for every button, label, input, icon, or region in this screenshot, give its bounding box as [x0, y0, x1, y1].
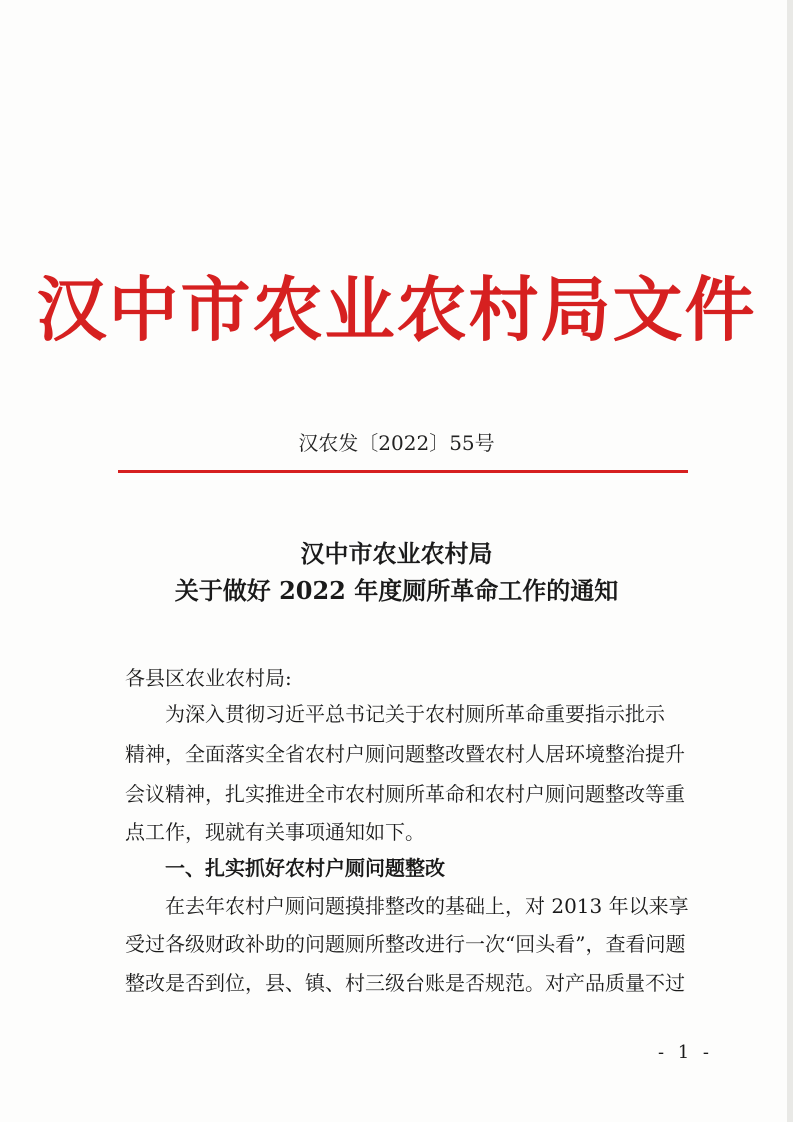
page-number: - 1 -	[657, 1042, 713, 1063]
notice-title-line-1: 汉中市农业农村局	[300, 539, 493, 568]
salutation: 各县区农业农村局:	[125, 666, 292, 690]
intro-paragraph-line: 精神，全面落实全省农村户厕问题整改暨农村人居环境整治提升	[125, 742, 685, 766]
section-1-paragraph-line: 在去年农村户厕问题摸排整改的基础上，对 2013 年以来享	[165, 894, 689, 918]
intro-paragraph-line: 会议精神，扎实推进全市农村厕所革命和农村户厕问题整改等重	[125, 782, 685, 806]
section-1-paragraph-line: 整改是否到位，县、镇、村三级台账是否规范。对产品质量不过	[125, 971, 685, 995]
section-1-paragraph-line: 受过各级财政补助的问题厕所整改进行一次“回头看”，查看问题	[125, 932, 686, 956]
intro-paragraph-line: 为深入贯彻习近平总书记关于农村厕所革命重要指示批示	[165, 702, 665, 726]
document-number: 汉农发〔2022〕55号	[298, 431, 495, 455]
header-divider-red-line	[118, 470, 688, 473]
section-1-heading: 一、扎实抓好农村户厕问题整改	[165, 856, 445, 880]
document-header-title: 汉中市农业农村局文件	[36, 268, 757, 351]
intro-paragraph-line: 点工作，现就有关事项通知如下。	[125, 820, 425, 844]
notice-title-line-2: 关于做好 2022 年度厕所革命工作的通知	[174, 576, 619, 605]
